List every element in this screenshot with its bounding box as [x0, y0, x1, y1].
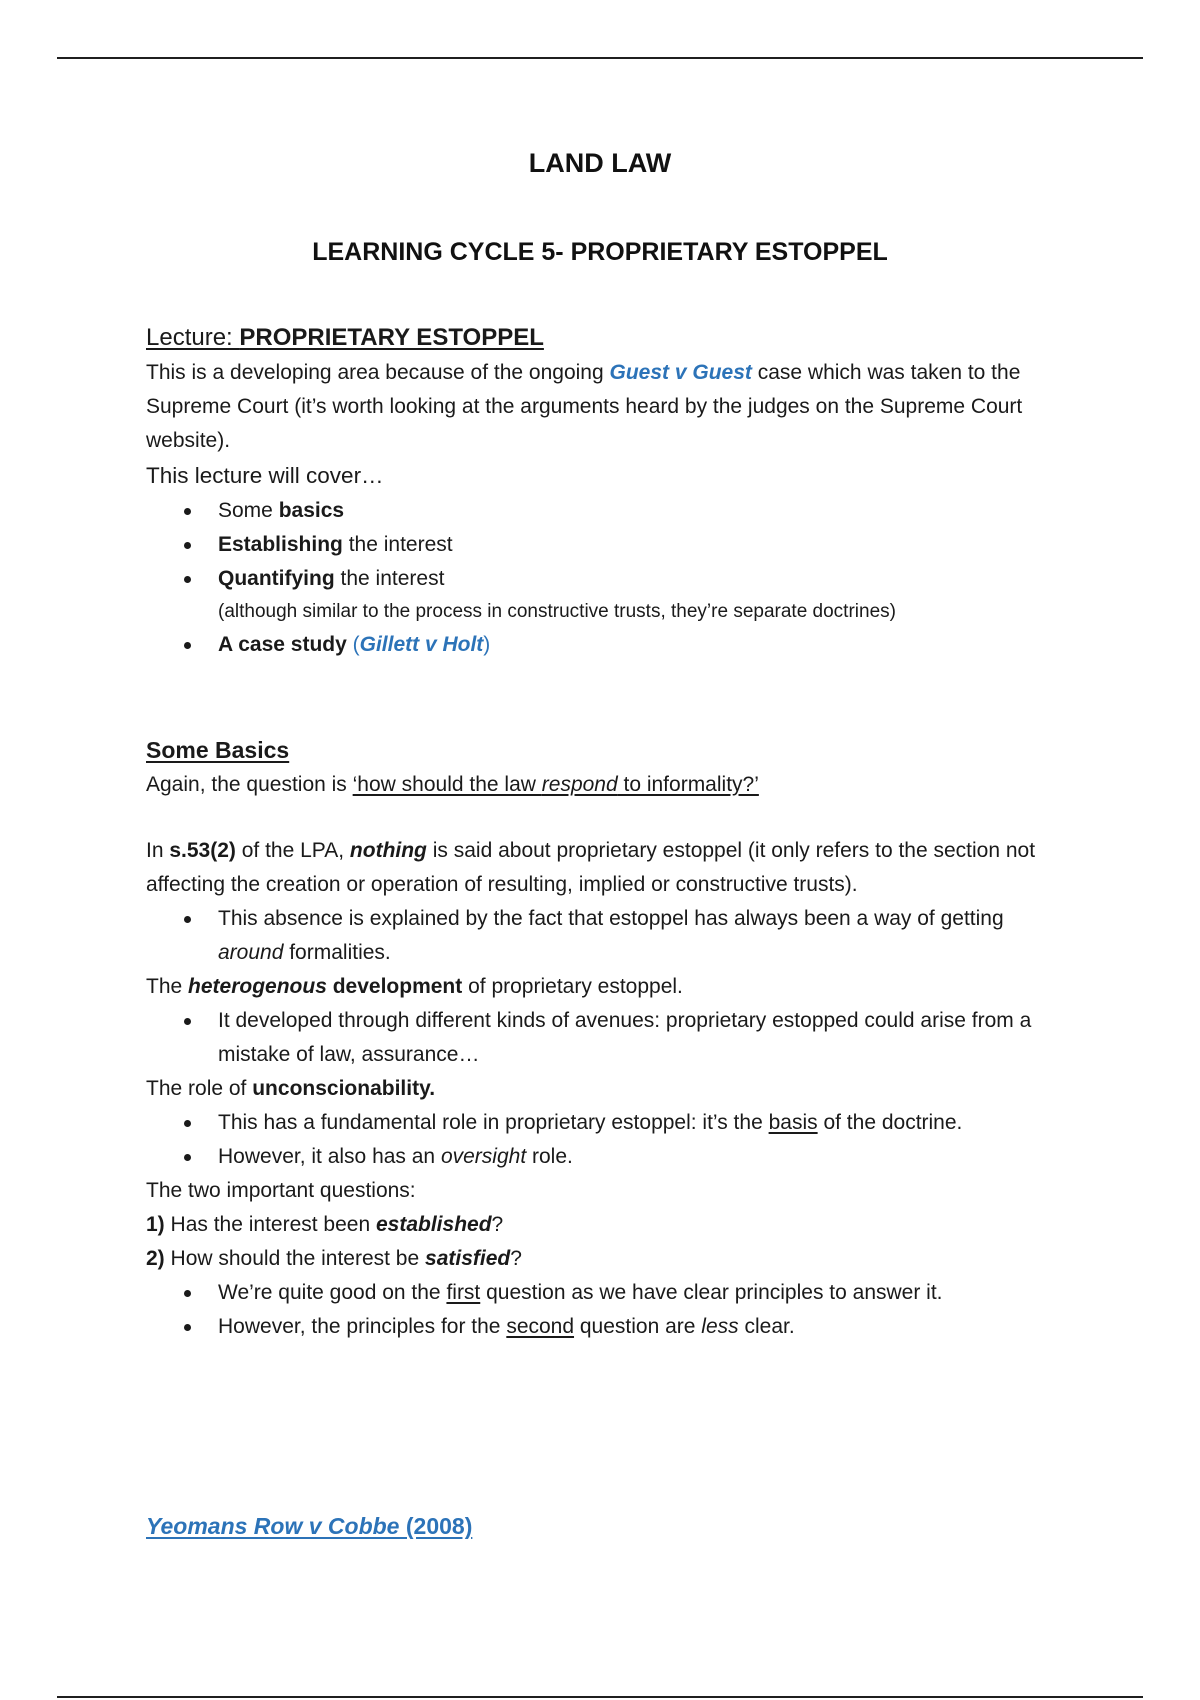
list-item: Quantifying the interest	[218, 562, 1066, 596]
question-two: 2) How should the interest be satisfied?	[146, 1247, 522, 1270]
list-item: Some basics	[218, 494, 1066, 528]
question-one: 1) Has the interest been established?	[146, 1213, 504, 1236]
basics-question: Again, the question is ‘how should the law respond to informality?’	[146, 773, 759, 796]
list-item: Establishing the interest	[218, 528, 1066, 562]
heterogenous-paragraph: The heterogenous development of proprietary estoppel.	[146, 975, 683, 998]
bottom-rule	[57, 1696, 1143, 1698]
list-item: A case study (Gillett v Holt)	[218, 628, 1066, 662]
spacer	[146, 802, 1066, 834]
lecture-cover-lead: This lecture will cover…	[146, 463, 384, 488]
list-item: However, it also has an oversight role.	[218, 1140, 1066, 1174]
unconscionability-bullets	[146, 1106, 1066, 1174]
some-basics-heading: Some Basics	[146, 737, 290, 763]
lecture-heading	[146, 320, 1066, 356]
list-item: This absence is explained by the fact that estoppel has always been a way of getting around formalities.	[218, 902, 1066, 970]
case-heading-yeomans-row-v-cobbe[interactable]: Yeomans Row v Cobbe (2008)	[146, 1513, 473, 1539]
heterogenous-bullets	[146, 1004, 1066, 1072]
top-rule	[57, 57, 1143, 59]
learning-cycle-title: LEARNING CYCLE 5- PROPRIETARY ESTOPPEL	[312, 238, 888, 266]
unconscionability-paragraph: The role of unconscionability.	[146, 1077, 436, 1100]
list-item: We’re quite good on the first question as we have clear principles to answer it.	[218, 1276, 1066, 1310]
case-link-gillett-v-holt[interactable]: Gillett v Holt	[359, 633, 484, 656]
case-link-guest-v-guest[interactable]: Guest v Guest	[609, 361, 752, 384]
list-item: It developed through different kinds of avenues: proprietary estopped could arise from a mistake of law, assurance…	[218, 1004, 1066, 1072]
spacer	[146, 662, 1066, 732]
document-body	[146, 320, 1066, 1344]
lecture-topics-list	[146, 494, 1066, 662]
list-item: However, the principles for the second question are less clear.	[218, 1310, 1066, 1344]
questions-lead: The two important questions:	[146, 1179, 416, 1202]
list-item: This has a fundamental role in proprietary estoppel: it’s the basis of the doctrine.	[218, 1106, 1066, 1140]
lecture-topic: PROPRIETARY ESTOPPEL	[239, 324, 544, 351]
lecture-note: (although similar to the process in constructive trusts, they’re separate doctrines)	[218, 601, 896, 622]
s53-paragraph: In s.53(2) of the LPA, nothing is said about proprietary estoppel (it only refers to the section not affecting the creation or operation of resulting, implied or constructive trusts).	[146, 839, 1036, 896]
lecture-label: Lecture:	[146, 324, 240, 351]
questions-bullets	[146, 1276, 1066, 1344]
lecture-intro: This is a developing area because of the ongoing Guest v Guest case which was taken to the Supreme Court (it’s worth looking at the arguments heard by the judges on the Supreme Court website).	[146, 361, 1023, 452]
s53-bullets	[146, 902, 1066, 970]
page-title: LAND LAW	[528, 148, 672, 178]
